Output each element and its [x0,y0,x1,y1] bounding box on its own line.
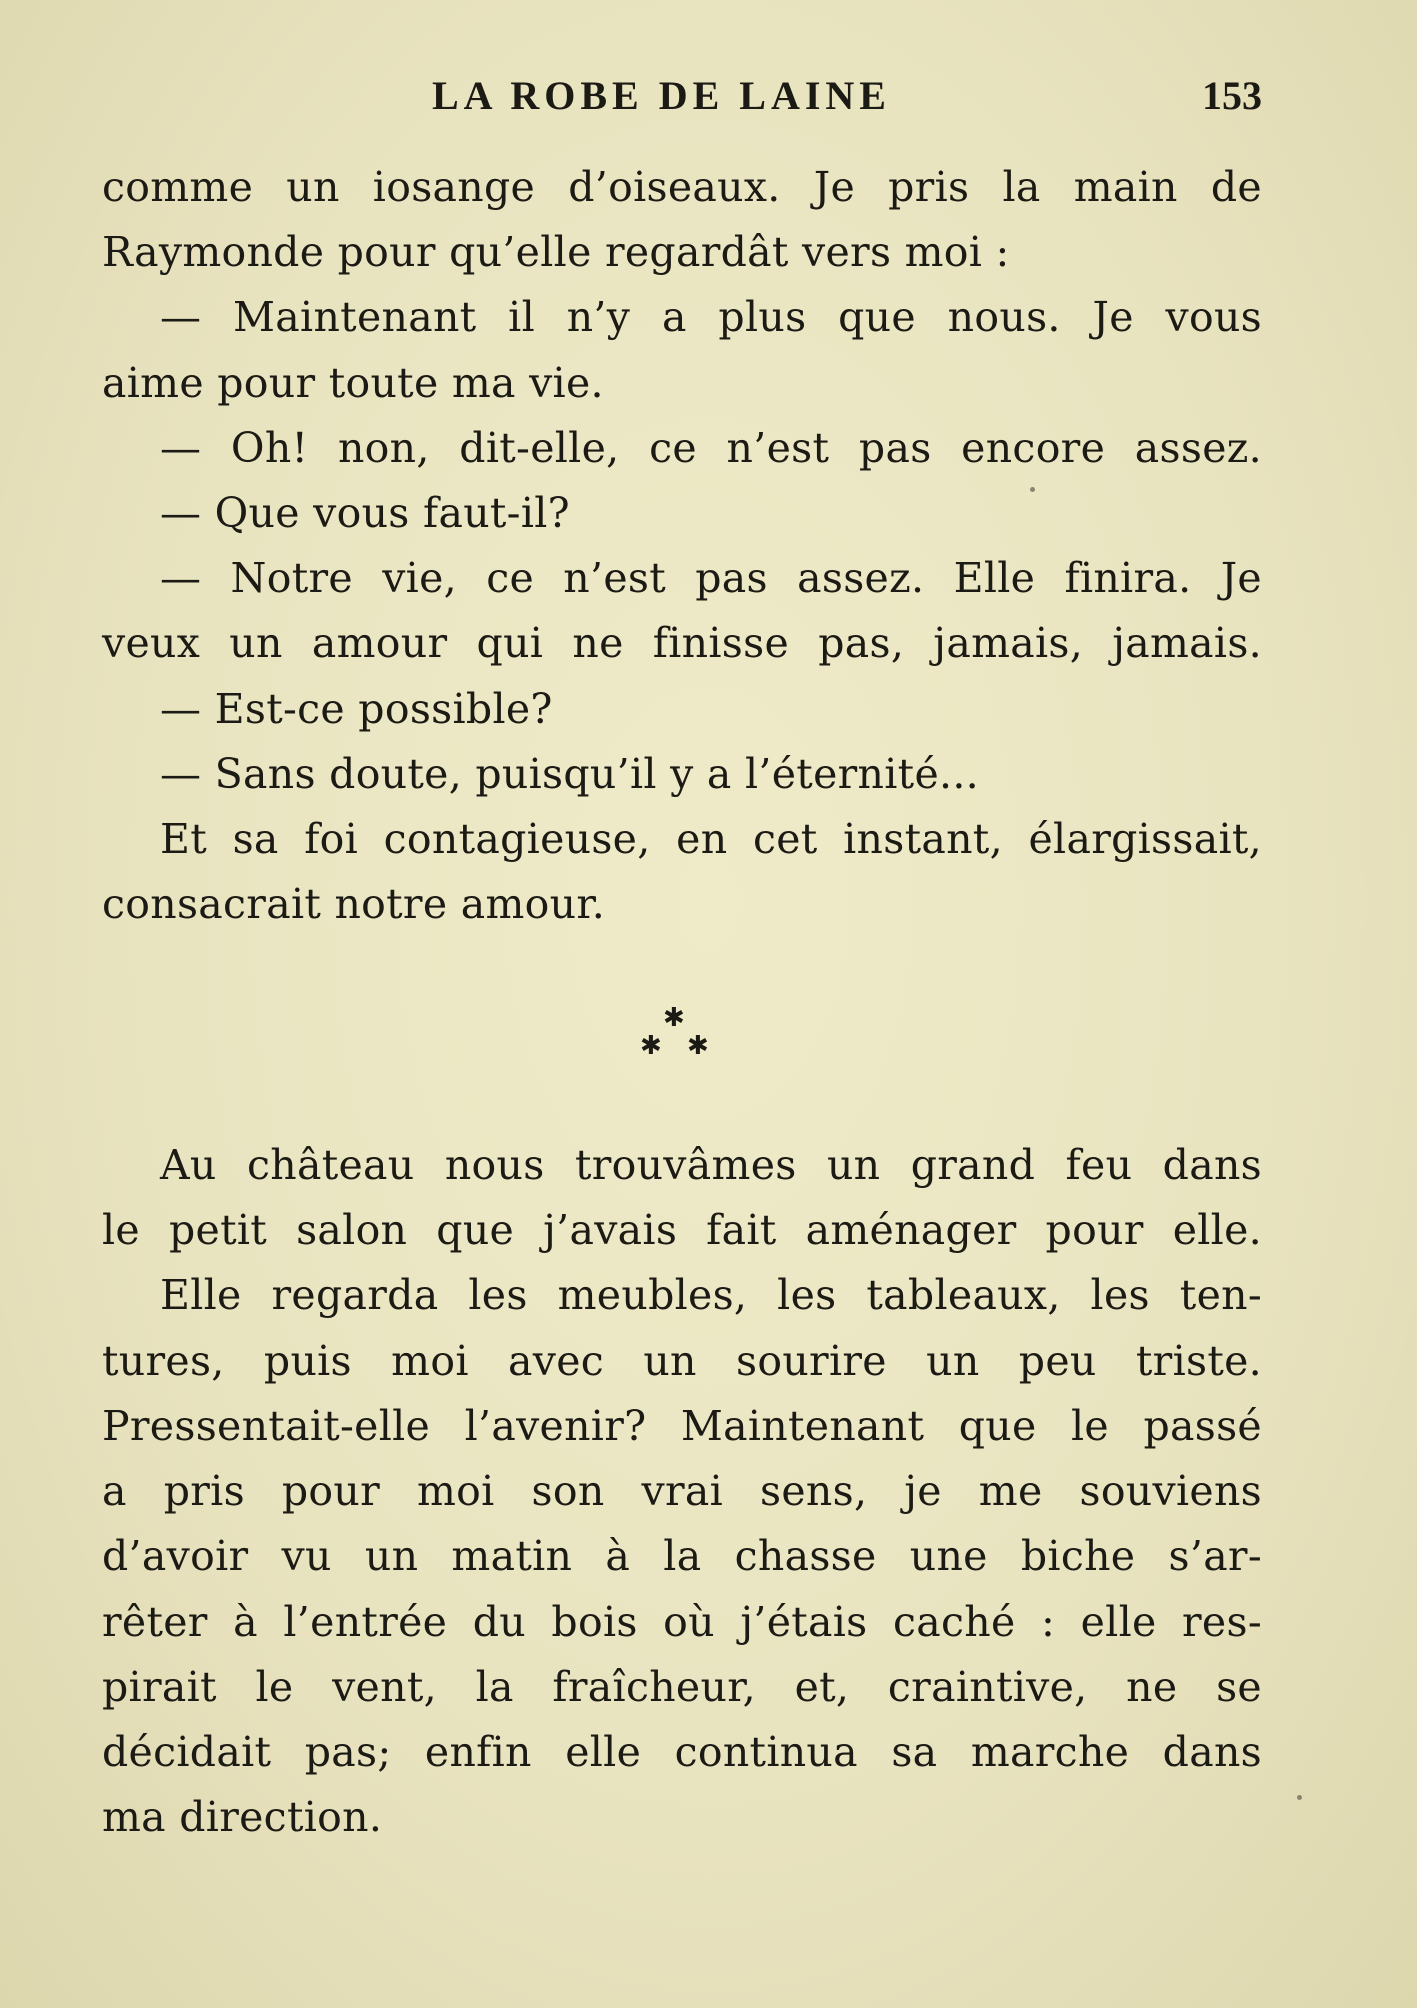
text-line: pirait le vent, la fraîcheur, et, craintive, ne se [102,1663,1262,1711]
text-line: rêter à l’entrée du bois où j’étais caché : elle res- [102,1598,1262,1646]
text-line: — Que vous faut-il? [160,489,570,537]
running-title: LA ROBE DE LAINE [432,73,891,118]
paper-speck [1030,487,1035,492]
text-line: — Est-ce possible? [160,685,553,733]
text-line: a pris pour moi son vrai sens, je me souviens [102,1467,1262,1515]
text-line: d’avoir vu un matin à la chasse une biche s’ar- [102,1532,1262,1580]
page-number: 153 [1202,73,1262,118]
text-line: — Sans doute, puisqu’il y a l’éternité... [160,750,980,798]
asterisk-icon: ✱ [640,1031,662,1061]
text-line: tures, puis moi avec un sourire un peu triste. [102,1337,1262,1385]
text-line: ma direction. [102,1793,383,1841]
text-line: le petit salon que j’avais fait aménager pour elle. [102,1206,1262,1254]
paper-speck [1297,1795,1302,1800]
text-line: — Notre vie, ce n’est pas assez. Elle finira. Je [160,554,1262,602]
text-line: Au château nous trouvâmes un grand feu dans [160,1141,1262,1189]
text-line: Raymonde pour qu’elle regardât vers moi : [102,228,1010,276]
text-line: aime pour toute ma vie. [102,359,604,407]
text-line: décidait pas; enfin elle continua sa marche dans [102,1728,1262,1776]
text-line: — Oh! non, dit-elle, ce n’est pas encore assez. [160,424,1262,472]
asterism-separator [630,1005,720,1065]
text-line: comme un iosange d’oiseaux. Je pris la main de [102,163,1262,211]
page-header [100,72,1262,132]
asterisk-icon: ✱ [687,1031,709,1061]
text-line: consacrait notre amour. [102,880,606,928]
text-line: Et sa foi contagieuse, en cet instant, élargissait, [160,815,1262,863]
text-line: veux un amour qui ne finisse pas, jamais, jamais. [102,619,1262,667]
text-line: Elle regarda les meubles, les tableaux, les ten- [160,1271,1262,1319]
asterisk-icon: ✱ [663,1003,685,1033]
text-line: — Maintenant il n’y a plus que nous. Je vous [160,293,1262,341]
text-line: Pressentait-elle l’avenir? Maintenant que le passé [102,1402,1262,1450]
